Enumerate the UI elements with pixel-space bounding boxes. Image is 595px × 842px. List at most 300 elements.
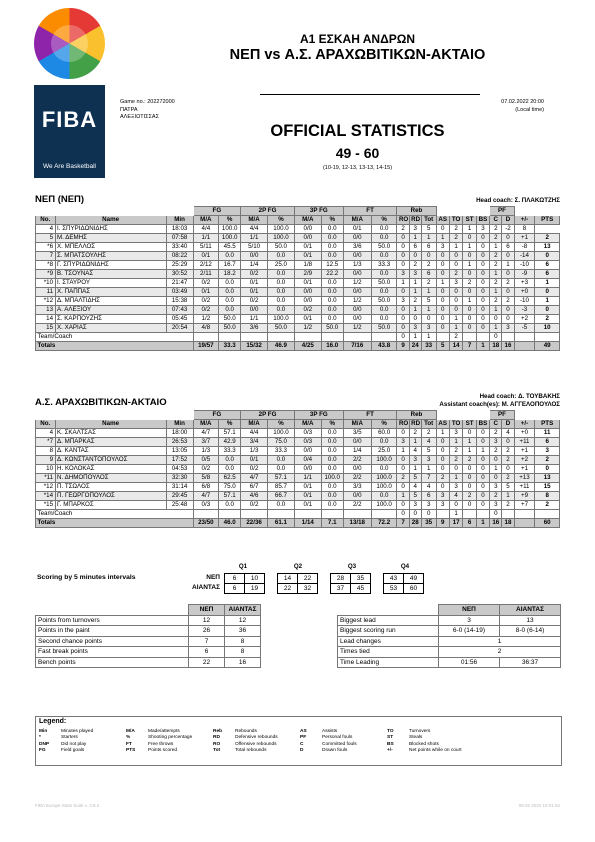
legend-abbr: BS bbox=[387, 741, 394, 747]
team2-cell-bs: 0 bbox=[476, 501, 489, 510]
team1-cell-plus-minus: +0 bbox=[514, 288, 535, 297]
team1-group-2p-fg: 2P FG bbox=[241, 207, 295, 216]
team1-cell-p2-pct: 0.0 bbox=[268, 288, 295, 297]
team1-cell-rd: 1 bbox=[409, 279, 421, 288]
table-row bbox=[36, 288, 560, 297]
team1-cell-bs: 0 bbox=[476, 288, 489, 297]
team2-cell-p2-ma: 3/4 bbox=[241, 438, 268, 447]
team1-totals-as: 5 bbox=[436, 342, 449, 351]
footer-printed-date: 08.02.2022 10:01:52 bbox=[518, 803, 560, 808]
table-row bbox=[36, 615, 261, 626]
team1-cell-st: 0 bbox=[463, 270, 476, 279]
team2-cell-p3-pct: 0.0 bbox=[321, 465, 343, 474]
team1-totals-plus-minus bbox=[514, 342, 535, 351]
team2-head-coach: Head coach: Δ. ΤΟΥΒΑΚΗΣ bbox=[479, 393, 560, 400]
team2-cell-pts: 8 bbox=[535, 492, 560, 501]
team1-header-ft-pct: % bbox=[371, 216, 397, 225]
team1-cell-p3-pct: 22.2 bbox=[321, 270, 343, 279]
team1-cell-to: 0 bbox=[449, 297, 462, 306]
team2-cell-pts: 2 bbox=[535, 501, 560, 510]
team1-group-ft: FT bbox=[343, 207, 397, 216]
team2-cell-st: 0 bbox=[463, 483, 476, 492]
team2-cell-ro: 0 bbox=[397, 429, 409, 438]
team2-cell-ro: 0 bbox=[397, 465, 409, 474]
scoring-team1-label: ΝΕΠ bbox=[206, 574, 220, 581]
team2-group-blank bbox=[535, 411, 560, 420]
team1-cell-as: 0 bbox=[436, 288, 449, 297]
legend-abbr: RD bbox=[213, 735, 220, 741]
team1-cell-p2-ma: 3/6 bbox=[241, 324, 268, 333]
team2-cell-ro: 0 bbox=[397, 456, 409, 465]
team1-cell-pf-c: 2 bbox=[490, 252, 502, 261]
team1-group-blank bbox=[36, 207, 56, 216]
team2-cell-pf-d: 2 bbox=[502, 456, 514, 465]
right_stats-header-2: ΑΙΑΝΤΑΣ bbox=[500, 605, 561, 616]
team1-cell-min: 25:29 bbox=[166, 261, 193, 270]
team2-cell-to: 2 bbox=[449, 447, 462, 456]
right_stats-label: Lead changes bbox=[338, 636, 439, 647]
legend-item bbox=[300, 748, 387, 754]
left_stats-value-2: 36 bbox=[225, 626, 261, 637]
legend-abbr: TO bbox=[387, 729, 394, 734]
team2-cell-as: 3 bbox=[436, 492, 449, 501]
team2-totals-row bbox=[36, 519, 560, 528]
team1-team-coach-rd: 1 bbox=[409, 333, 421, 342]
team1-cell-p2-pct: 100.0 bbox=[268, 234, 295, 243]
team1-totals-st: 7 bbox=[463, 342, 476, 351]
team1-cell-ft-pct: 0.0 bbox=[371, 252, 397, 261]
quarter-label-q4: Q4 bbox=[400, 563, 410, 570]
table-row bbox=[36, 279, 560, 288]
team1-cell-to: 1 bbox=[449, 243, 462, 252]
team1-totals-pts: 49 bbox=[535, 342, 560, 351]
team2-cell-as: 0 bbox=[436, 438, 449, 447]
team2-cell-plus-minus: +0 bbox=[514, 429, 535, 438]
team1-header-no: No. bbox=[36, 216, 56, 225]
team2-cell-min: 18:00 bbox=[166, 429, 193, 438]
team1-cell-rd: 1 bbox=[409, 234, 421, 243]
team1-cell-ft-ma: 1/3 bbox=[343, 261, 371, 270]
team2-cell-ft-ma: 3/5 bbox=[343, 429, 371, 438]
legend-abbr: FG bbox=[39, 747, 46, 753]
date-info bbox=[501, 99, 544, 114]
legend-item bbox=[39, 748, 126, 754]
team1-cell-name: Ι. ΣΤΑΥΡΟΥ bbox=[55, 279, 166, 288]
team1-totals-pf-d: 16 bbox=[502, 342, 514, 351]
team2-team-coach-tot: 0 bbox=[421, 510, 436, 519]
team2-cell-pf-c: 2 bbox=[490, 429, 502, 438]
team2-team-coach-p3-pct bbox=[321, 510, 343, 519]
team1-cell-bs: 0 bbox=[476, 306, 489, 315]
table-row bbox=[36, 270, 560, 279]
team1-group-pf: PF bbox=[490, 207, 514, 216]
team2-cell-tot: 6 bbox=[421, 492, 436, 501]
team2-team-coach-label: Team/Coach bbox=[36, 510, 194, 519]
team1-group-blank bbox=[514, 207, 535, 216]
team2-cell-pf-c: 2 bbox=[490, 492, 502, 501]
team1-cell-p3-pct: 0.0 bbox=[321, 279, 343, 288]
legend-abbr: Min bbox=[39, 729, 48, 734]
team1-cell-plus-minus: -10 bbox=[514, 297, 535, 306]
team1-cell-ft-ma: 0/0 bbox=[343, 315, 371, 324]
team2-team-coach-pts bbox=[535, 510, 560, 519]
right_stats-value-combined: 1 bbox=[439, 636, 561, 647]
team1-totals-p3-ma: 4/25 bbox=[294, 342, 321, 351]
team2-cell-no: 10 bbox=[36, 465, 56, 474]
legend-abbr: M/A bbox=[126, 729, 135, 734]
team2-team-coach-rd: 0 bbox=[409, 510, 421, 519]
team2-group-fg: FG bbox=[193, 411, 241, 420]
team1-cell-pf-d: 0 bbox=[502, 252, 514, 261]
team2-cell-bs: 0 bbox=[476, 465, 489, 474]
team1-cell-p2-ma: 0/1 bbox=[241, 288, 268, 297]
team1-header-st: ST bbox=[463, 216, 476, 225]
left_stats-header-2: ΑΙΑΝΤΑΣ bbox=[225, 605, 261, 616]
team2-team-coach-to: 1 bbox=[449, 510, 462, 519]
team2-cell-p2-ma: 1/3 bbox=[241, 447, 268, 456]
team2-cell-tot: 3 bbox=[421, 501, 436, 510]
team2-cell-ft-pct: 100.0 bbox=[371, 474, 397, 483]
team1-cell-p2-ma: 4/4 bbox=[241, 225, 268, 234]
team2-cell-ro: 0 bbox=[397, 501, 409, 510]
team1-cell-st: 0 bbox=[463, 315, 476, 324]
team2-cell-fg-ma: 1/3 bbox=[193, 447, 219, 456]
team1-cell-p2-pct: 0.0 bbox=[268, 252, 295, 261]
team2-cell-st: 2 bbox=[463, 456, 476, 465]
team1-cell-pts: 2 bbox=[535, 315, 560, 324]
table-row bbox=[36, 429, 560, 438]
team2-cell-fg-pct: 42.9 bbox=[219, 438, 241, 447]
team2-cell-pts: 3 bbox=[535, 447, 560, 456]
team2-cell-pf-d: 2 bbox=[502, 447, 514, 456]
team2-team-coach-ft-ma bbox=[343, 510, 371, 519]
team2-cell-ft-pct: 0.0 bbox=[371, 438, 397, 447]
team2-totals-st: 6 bbox=[463, 519, 476, 528]
team1-header-name: Name bbox=[55, 216, 166, 225]
team1-team-coach-plus-minus bbox=[514, 333, 535, 342]
team1-cell-plus-minus: 8 bbox=[514, 225, 535, 234]
team2-cell-bs: 0 bbox=[476, 438, 489, 447]
team2-header-p2-ma: M/A bbox=[241, 420, 268, 429]
team1-cell-p3-ma: 0/1 bbox=[294, 252, 321, 261]
team2-cell-ft-pct: 100.0 bbox=[371, 501, 397, 510]
team2-cell-to: 3 bbox=[449, 429, 462, 438]
team1-cell-p2-ma: 1/4 bbox=[241, 261, 268, 270]
team1-cell-p3-pct: 0.0 bbox=[321, 297, 343, 306]
scoring-team2-label: ΑΙΑΝΤΑΣ bbox=[192, 584, 220, 591]
team1-cell-ft-pct: 0.0 bbox=[371, 306, 397, 315]
team1-cell-pts: 6 bbox=[535, 270, 560, 279]
team1-header-rd: RD bbox=[411, 216, 421, 223]
team1-cell-ft-pct: 0.0 bbox=[371, 225, 397, 234]
team1-cell-p3-ma: 1/8 bbox=[294, 261, 321, 270]
team2-cell-p3-ma: 0/0 bbox=[294, 465, 321, 474]
team2-cell-pts: 15 bbox=[535, 483, 560, 492]
team2-cell-tot: 1 bbox=[421, 465, 436, 474]
legend-item bbox=[126, 748, 213, 754]
team1-cell-to: 1 bbox=[449, 324, 462, 333]
team2-cell-name: Γ. ΜΠΑΡΚΟΣ bbox=[55, 501, 166, 510]
team1-header-pf-c: C bbox=[490, 216, 502, 225]
right_stats-value-1: 6-0 (14-19) bbox=[439, 626, 500, 637]
team2-cell-p2-pct: 33.3 bbox=[268, 447, 295, 456]
fiba-tagline: We Are Basketball bbox=[43, 163, 96, 170]
team1-group-blank bbox=[449, 207, 462, 216]
left_stats-header-1: ΝΕΠ bbox=[189, 605, 225, 616]
scoring-team2-interval-2: 19 bbox=[244, 583, 265, 594]
legend-desc: Rebounds bbox=[235, 729, 257, 734]
team2-cell-min: 17:52 bbox=[166, 456, 193, 465]
team1-totals-ft-pct: 43.8 bbox=[371, 342, 397, 351]
team2-cell-rd: 3 bbox=[409, 456, 421, 465]
team1-group-header-row bbox=[36, 207, 560, 216]
team2-header-p3-pct: % bbox=[321, 420, 343, 429]
team1-cell-ro: 3 bbox=[397, 270, 409, 279]
team2-cell-as: 2 bbox=[436, 474, 449, 483]
team2-totals-fg-ma: 23/50 bbox=[193, 519, 219, 528]
team1-cell-p3-ma: 0/1 bbox=[294, 243, 321, 252]
team1-cell-plus-minus: -8 bbox=[514, 243, 535, 252]
team1-cell-bs: 0 bbox=[476, 243, 489, 252]
right_stats-label: Biggest scoring run bbox=[338, 626, 439, 637]
team1-cell-min: 07:43 bbox=[166, 306, 193, 315]
team1-cell-pf-d: 0 bbox=[502, 270, 514, 279]
team1-cell-p3-ma: 0/0 bbox=[294, 225, 321, 234]
table-row bbox=[36, 456, 560, 465]
table-row bbox=[36, 483, 560, 492]
team1-header-fg-pct: % bbox=[219, 216, 241, 225]
team1-cell-ft-ma: 1/2 bbox=[343, 297, 371, 306]
team2-totals-fg-pct: 46.0 bbox=[219, 519, 241, 528]
legend-desc: Starters bbox=[61, 735, 78, 741]
team2-cell-pf-c: 3 bbox=[490, 438, 502, 447]
team2-cell-p2-ma: 0/2 bbox=[241, 501, 268, 510]
team2-cell-as: 0 bbox=[436, 456, 449, 465]
team1-cell-pts: 0 bbox=[535, 306, 560, 315]
team2-group-blank bbox=[476, 411, 489, 420]
team1-cell-rd: 1 bbox=[409, 288, 421, 297]
team2-cell-ft-pct: 60.0 bbox=[371, 429, 397, 438]
team2-cell-fg-ma: 0/3 bbox=[193, 501, 219, 510]
team2-cell-st: 1 bbox=[463, 438, 476, 447]
team1-cell-tot: 2 bbox=[421, 261, 436, 270]
team1-cell-as: 0 bbox=[436, 297, 449, 306]
team1-cell-fg-pct: 18.2 bbox=[219, 270, 241, 279]
team2-cell-no: *14 bbox=[36, 492, 56, 501]
team1-cell-pf-d: 0 bbox=[502, 288, 514, 297]
team1-cell-as: 0 bbox=[436, 324, 449, 333]
team2-cell-p3-pct: 0.0 bbox=[321, 483, 343, 492]
right_stats-label: Time Leading bbox=[338, 657, 439, 668]
team1-cell-p3-pct: 12.5 bbox=[321, 261, 343, 270]
team1-totals-p3-pct: 16.0 bbox=[321, 342, 343, 351]
table-row bbox=[36, 447, 560, 456]
team1-cell-rd: 3 bbox=[409, 324, 421, 333]
team2-cell-fg-ma: 4/7 bbox=[193, 429, 219, 438]
team1-header-bs: BS bbox=[476, 216, 489, 225]
team1-cell-p3-pct: 0.0 bbox=[321, 225, 343, 234]
team2-header-ft-ma: M/A bbox=[343, 420, 371, 429]
team1-cell-plus-minus: -10 bbox=[514, 261, 535, 270]
team1-cell-to: 0 bbox=[449, 288, 462, 297]
table-row bbox=[338, 657, 561, 668]
left_stats-value-2: 8 bbox=[225, 647, 261, 658]
team1-totals-p2-pct: 46.9 bbox=[268, 342, 295, 351]
team1-cell-rd: 1 bbox=[409, 306, 421, 315]
team2-totals-ft-ma: 13/18 bbox=[343, 519, 371, 528]
team1-cell-p2-pct: 100.0 bbox=[268, 315, 295, 324]
team1-cell-p2-ma: 0/1 bbox=[241, 279, 268, 288]
team2-cell-to: 1 bbox=[449, 474, 462, 483]
scoring-team1-interval-4: 22 bbox=[297, 573, 318, 584]
team2-team-coach-pf-d bbox=[502, 510, 514, 519]
team2-team-coach-p2-ma bbox=[241, 510, 268, 519]
table-row bbox=[36, 315, 560, 324]
scoring-team2-interval-7: 53 bbox=[383, 583, 404, 594]
team2-header-no: No. bbox=[36, 420, 56, 429]
team2-cell-p2-ma: 4/4 bbox=[241, 429, 268, 438]
team2-cell-st: 0 bbox=[463, 501, 476, 510]
team2-header-to: TO bbox=[449, 420, 462, 429]
team1-team-coach-pts bbox=[535, 333, 560, 342]
team2-totals-ft-pct: 72.2 bbox=[371, 519, 397, 528]
team1-totals-tot: 33 bbox=[421, 342, 436, 351]
team2-header-tot: Tot bbox=[421, 420, 436, 429]
team1-cell-fg-pct: 100.0 bbox=[219, 234, 241, 243]
team1-group-blank bbox=[476, 207, 489, 216]
team2-cell-p2-ma: 6/7 bbox=[241, 483, 268, 492]
team1-cell-fg-ma: 1/1 bbox=[193, 234, 219, 243]
team1-cell-rd: 2 bbox=[409, 261, 421, 270]
table-row bbox=[36, 243, 560, 252]
team1-cell-as: 0 bbox=[436, 261, 449, 270]
team1-cell-pf-c: 2 bbox=[490, 225, 502, 234]
legend-desc: Defensive rebounds bbox=[235, 735, 278, 741]
team2-cell-rd: 3 bbox=[409, 501, 421, 510]
right_stats-value-2: 13 bbox=[500, 615, 561, 626]
team1-cell-p2-ma: 1/1 bbox=[241, 315, 268, 324]
team1-cell-fg-pct: 45.5 bbox=[219, 243, 241, 252]
right_stats-header-0 bbox=[338, 605, 439, 616]
team1-cell-fg-ma: 2/11 bbox=[193, 270, 219, 279]
team1-cell-no: 13 bbox=[36, 306, 56, 315]
team1-cell-p2-pct: 100.0 bbox=[268, 225, 295, 234]
team1-cell-p3-ma: 0/1 bbox=[294, 279, 321, 288]
table-row bbox=[36, 306, 560, 315]
team1-cell-no: *10 bbox=[36, 279, 56, 288]
team1-cell-tot: 0 bbox=[421, 315, 436, 324]
team2-totals-pf-d: 18 bbox=[502, 519, 514, 528]
team2-totals-pf-c: 16 bbox=[490, 519, 502, 528]
team2-cell-name: Ν. ΔΗΜΟΠΟΥΛΟΣ bbox=[55, 474, 166, 483]
team1-cell-tot: 6 bbox=[421, 270, 436, 279]
team2-cell-p2-pct: 75.0 bbox=[268, 438, 295, 447]
quarter-label-q1: Q1 bbox=[238, 563, 248, 570]
team2-cell-plus-minus: +1 bbox=[514, 447, 535, 456]
team2-cell-tot: 7 bbox=[421, 474, 436, 483]
scoring-team1-interval-3: 14 bbox=[277, 573, 298, 584]
legend-abbr: PTS bbox=[126, 747, 136, 753]
team2-cell-pts: 2 bbox=[535, 456, 560, 465]
team1-cell-name: Δ. ΜΠΑΛΤΙΔΗΣ bbox=[55, 297, 166, 306]
team1-cell-to: 2 bbox=[449, 234, 462, 243]
left_stats-value-1: 7 bbox=[189, 636, 225, 647]
team1-cell-ro: 1 bbox=[397, 279, 409, 288]
team2-cell-as: 0 bbox=[436, 465, 449, 474]
team2-cell-name: Π. ΓΕΩΡΓΟΠΟΥΛΟΣ bbox=[55, 492, 166, 501]
team2-cell-p3-pct: 0.0 bbox=[321, 429, 343, 438]
team1-cell-pts: 13 bbox=[535, 243, 560, 252]
team1-cell-tot: 1 bbox=[421, 288, 436, 297]
table-row bbox=[36, 647, 261, 658]
team2-cell-name: Π. ΤΣΩΛΟΣ bbox=[55, 483, 166, 492]
team2-header-p2-pct: % bbox=[268, 420, 295, 429]
team2-cell-p3-pct: 0.0 bbox=[321, 501, 343, 510]
fiba-logo bbox=[34, 85, 105, 178]
team2-cell-name: Κ. ΣΚΑΛΤΣΑΣ bbox=[55, 429, 166, 438]
left_stats-label: Points in the paint bbox=[36, 626, 189, 637]
team1-cell-min: 07:58 bbox=[166, 234, 193, 243]
team1-cell-pts: 10 bbox=[535, 324, 560, 333]
team1-cell-plus-minus: +1 bbox=[514, 234, 535, 243]
team1-cell-p3-pct: 0.0 bbox=[321, 234, 343, 243]
team1-cell-fg-ma: 0/2 bbox=[193, 306, 219, 315]
team2-cell-to: 1 bbox=[449, 438, 462, 447]
team1-cell-name: Χ. ΧΑΡΙΑΣ bbox=[55, 324, 166, 333]
team1-cell-ro: 0 bbox=[397, 306, 409, 315]
table-row bbox=[36, 474, 560, 483]
team2-cell-p2-ma: 0/1 bbox=[241, 456, 268, 465]
team2-cell-pts: 13 bbox=[535, 474, 560, 483]
team2-header-rd: RD bbox=[411, 420, 421, 427]
team2-cell-tot: 2 bbox=[421, 429, 436, 438]
team2-cell-rd: 1 bbox=[409, 438, 421, 447]
team1-cell-name: Χ. ΠΑΠΠΑΣ bbox=[55, 288, 166, 297]
legend-abbr: FT bbox=[126, 741, 132, 747]
team2-cell-p3-ma: 0/3 bbox=[294, 438, 321, 447]
legend-abbr: PF bbox=[300, 735, 307, 741]
team1-cell-ft-pct: 0.0 bbox=[371, 270, 397, 279]
team1-cell-p2-ma: 5/10 bbox=[241, 243, 268, 252]
team1-cell-pf-c: 1 bbox=[490, 243, 502, 252]
team2-header-fg-ma: M/A bbox=[193, 420, 219, 429]
team1-cell-ft-pct: 50.0 bbox=[371, 297, 397, 306]
game-city: ΠΑΤΡΑ bbox=[120, 106, 138, 113]
team2-cell-pts: 6 bbox=[535, 438, 560, 447]
team1-cell-p2-ma: 0/0 bbox=[241, 306, 268, 315]
team1-cell-ft-ma: 3/6 bbox=[343, 243, 371, 252]
team2-cell-no: *7 bbox=[36, 438, 56, 447]
legend-abbr: RO bbox=[213, 741, 221, 747]
team2-cell-fg-pct: 57.1 bbox=[219, 492, 241, 501]
team2-cell-pts: 11 bbox=[535, 429, 560, 438]
team1-group-blank bbox=[166, 207, 193, 216]
team1-cell-to: 2 bbox=[449, 225, 462, 234]
team1-cell-plus-minus: -9 bbox=[514, 270, 535, 279]
team2-cell-p2-pct: 85.7 bbox=[268, 483, 295, 492]
team2-cell-to: 0 bbox=[449, 465, 462, 474]
team2-cell-plus-minus: +1 bbox=[514, 465, 535, 474]
team1-cell-rd: 6 bbox=[409, 243, 421, 252]
team1-cell-bs: 0 bbox=[476, 261, 489, 270]
team1-cell-tot: 5 bbox=[421, 225, 436, 234]
right_stats-header-1: ΝΕΠ bbox=[439, 605, 500, 616]
team1-cell-pf-c: 2 bbox=[490, 279, 502, 288]
team1-cell-pf-d: 0 bbox=[502, 306, 514, 315]
team1-cell-pf-d: 0 bbox=[502, 315, 514, 324]
team1-cell-name: Ι. ΣΠΥΡΙΔΩΝΙΔΗΣ bbox=[55, 225, 166, 234]
team1-cell-ro: 0 bbox=[397, 324, 409, 333]
